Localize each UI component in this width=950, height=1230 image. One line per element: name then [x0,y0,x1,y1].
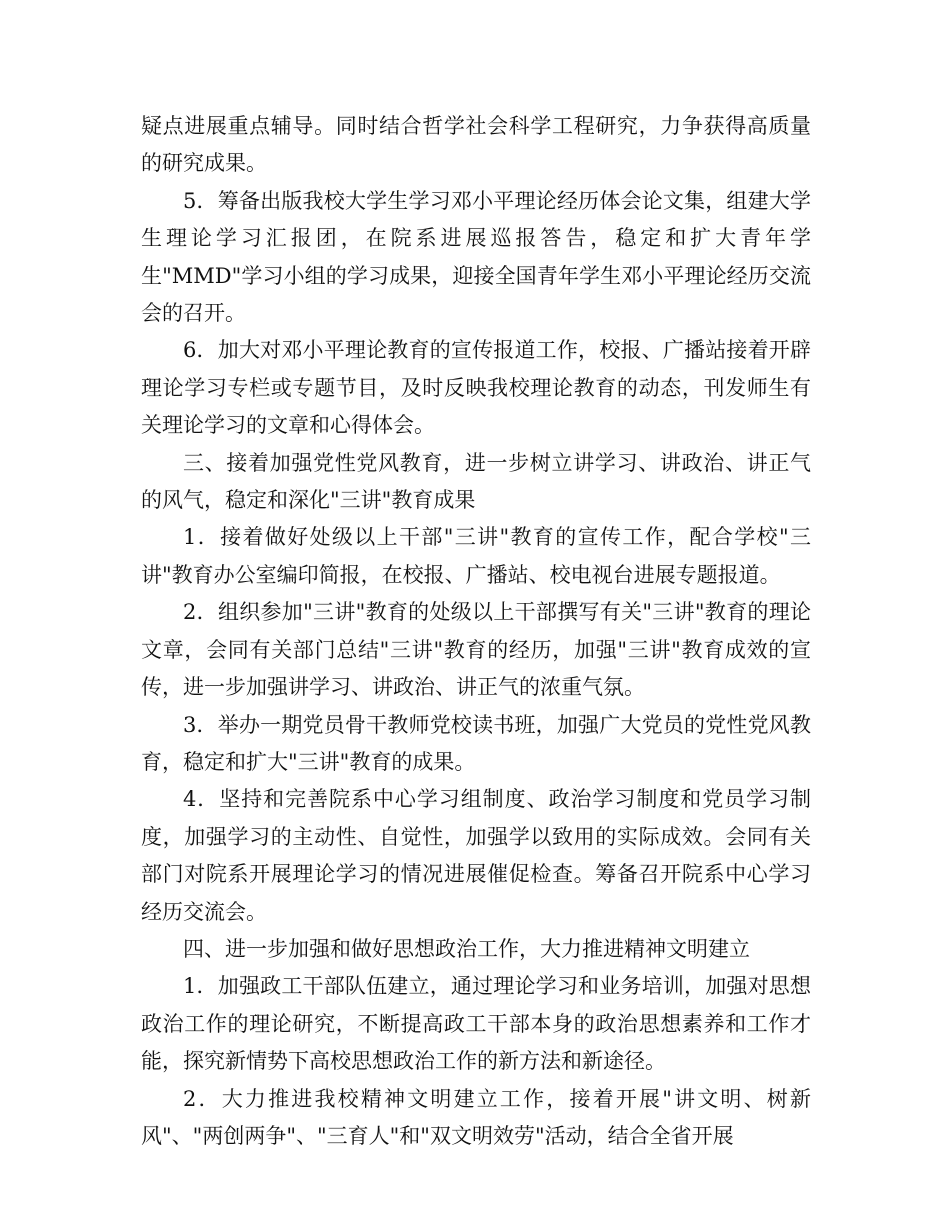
paragraph-item-4-2: 2．大力推进我校精神文明建立工作，接着开展"讲文明、树新风"、"两创两争"、"三育人"和"双文明效劳"活动，结合全省开展 [141,1086,811,1148]
paragraph-item-2-5: 5．筹备出版我校大学生学习邓小平理论经历体会论文集，组建大学生理论学习汇报团，在院系进展巡报答告，稳定和扩大青年学生"MMD"学习小组的学习成果，迎接全国青年学生邓小平理论经历交流会的召开。 [141,188,811,326]
paragraph-continuation: 疑点进展重点辅导。同时结合哲学社会科学工程研究，力争获得高质量的研究成果。 [141,114,811,176]
paragraph-item-4-1: 1．加强政工干部队伍建立，通过理论学习和业务培训，加强对思想政治工作的理论研究，不断提高政工干部本身的政治思想素养和工作才能，探究新情势下高校思想政治工作的新方法和新途径。 [141,974,811,1074]
paragraph-item-2-6: 6．加大对邓小平理论教育的宣传报道工作，校报、广播站接着开辟理论学习专栏或专题节目，及时反映我校理论教育的动态，刊发师生有关理论学习的文章和心得体会。 [141,338,811,438]
paragraph-item-3-1: 1．接着做好处级以上干部"三讲"教育的宣传工作，配合学校"三讲"教育办公室编印简报，在校报、广播站、校电视台进展专题报道。 [141,525,811,587]
document-page [141,108,811,1155]
section-heading-3: 三、接着加强党性党风教育，进一步树立讲学习、讲政治、讲正气的风气，稳定和深化"三讲"教育成果 [141,450,811,513]
paragraph-item-3-3: 3．举办一期党员骨干教师党校读书班，加强广大党员的党性党风教育，稳定和扩大"三讲"教育的成果。 [141,712,811,774]
section-heading-4: 四、进一步加强和做好思想政治工作，大力推进精神文明建立 [183,936,750,961]
paragraph-item-3-4: 4．坚持和完善院系中心学习组制度、政治学习制度和党员学习制度，加强学习的主动性、自觉性，加强学以致用的实际成效。会同有关部门对院系开展理论学习的情况进展催促检查。筹备召开院系中心学习经历交流会。 [141,787,811,924]
paragraph-item-3-2: 2．组织参加"三讲"教育的处级以上干部撰写有关"三讲"教育的理论文章，会同有关部门总结"三讲"教育的经历，加强"三讲"教育成效的宣传，进一步加强讲学习、讲政治、讲正气的浓重气氛。 [141,600,811,700]
